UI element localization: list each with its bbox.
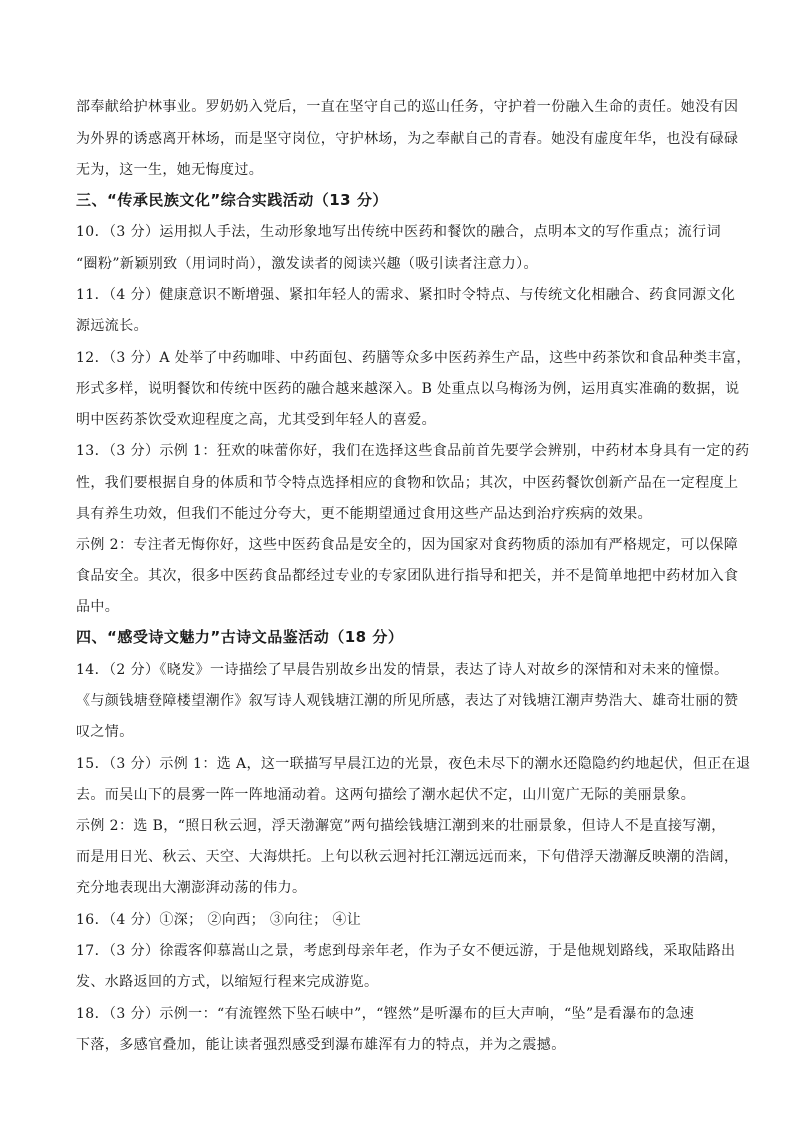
answer-13-line: 13．（3 分）示例 1：狂欢的味蕾你好，我们在选择这些食品前首先要学会辨别，中药材本身具有一定的药 bbox=[76, 443, 750, 459]
answer-13-line: 食品安全。其次，很多中医药食品都经过专业的专家团队进行指导和把关，并不是简单地把中药材加入食 bbox=[76, 568, 739, 584]
answer-10-line: “圈粉”新颖别致（用词时尚），激发读者的阅读兴趣（吸引读者注意力）。 bbox=[76, 256, 538, 272]
answer-11-line: 源远流长。 bbox=[76, 318, 148, 334]
answer-12-line: 形式多样，说明餐饮和传统中医药的融合越来越深入。B 处重点以乌梅汤为例，运用真实准确的数据，说 bbox=[76, 381, 740, 397]
answer-15-line: 充分地表现出大潮澎湃动荡的伟力。 bbox=[76, 880, 307, 896]
section-4-heading: 四、“感受诗文魅力”古诗文品鉴活动（18 分） bbox=[76, 628, 404, 646]
answer-16-line: 16．（4 分）①深； ②向西； ③向往； ④让 bbox=[76, 912, 362, 928]
answer-13-line: 性，我们要根据自身的体质和节令特点选择相应的食物和饮品；其次，中医药餐饮创新产品在一定程度上 bbox=[76, 475, 739, 491]
answer-18-line: 下落，多感官叠加，能让读者强烈感受到瀑布雄浑有力的特点，并为之震撼。 bbox=[76, 1037, 566, 1053]
intro-line: 无为，这一生，她无悔度过。 bbox=[76, 162, 264, 178]
answer-14-line: 14．（2 分）《晓发》一诗描绘了早晨告别故乡出发的情景，表达了诗人对故乡的深情和对未来的憧憬。 bbox=[76, 662, 729, 678]
answer-13-line: 具有养生功效，但我们不能过分夸大，更不能期望通过食用这些产品达到治疗疾病的效果。 bbox=[76, 506, 652, 522]
answer-13-line: 品中。 bbox=[76, 599, 120, 615]
answer-17-line: 发、水路返回的方式，以缩短行程来完成游览。 bbox=[76, 974, 379, 990]
answer-18-line: 18．（3 分）示例一：“有流铿然下坠石峡中”，“铿然”是听瀑布的巨大声响，“坠”是看瀑布的急速 bbox=[76, 1006, 695, 1022]
answer-15-line: 15．（3 分）示例 1：选 A，这一联描写早晨江边的光景，夜色未尽下的潮水还隐隐约约地起伏，但正在退 bbox=[76, 756, 751, 772]
intro-line: 部奉献给护林事业。罗奶奶入党后，一直在坚守自己的巡山任务，守护着一份融入生命的责任。她没有因 bbox=[76, 99, 739, 115]
answer-17-line: 17．（3 分）徐霞客仰慕嵩山之景，考虑到母亲年老，作为子女不便远游，于是他规划路线，采取陆路出 bbox=[76, 943, 736, 959]
intro-line: 为外界的诱惑离开林场，而是坚守岗位，守护林场，为之奉献自己的青春。她没有虚度年华，也没有碌碌 bbox=[76, 131, 739, 147]
answer-13-line: 示例 2：专注者无悔你好，这些中医药食品是安全的，因为国家对食药物质的添加有严格规定，可以保障 bbox=[76, 537, 739, 553]
answer-12-line: 12．（3 分）A 处举了中药咖啡、中药面包、药膳等众多中医药养生产品，这些中药茶饮和食品种类丰富， bbox=[76, 350, 751, 366]
answer-15-line: 去。而吴山下的晨雾一阵一阵地涌动着。这两句描绘了潮水起伏不定，山川宽广无际的美丽景象。 bbox=[76, 787, 696, 803]
answer-14-line: 《与颜钱塘登障楼望潮作》叙写诗人观钱塘江潮的所见所感，表达了对钱塘江潮声势浩大、雄奇壮丽的赞 bbox=[76, 693, 739, 709]
answer-14-line: 叹之情。 bbox=[76, 724, 134, 740]
answer-15-line: 而是用日光、秋云、天空、大海烘托。上句以秋云迥衬托江潮远远而来，下句借浮天渤澥反映潮的浩阔， bbox=[76, 849, 739, 865]
answer-12-line: 明中医药茶饮受欢迎程度之高，尤其受到年轻人的喜爱。 bbox=[76, 412, 436, 428]
answer-10-line: 10．（3 分）运用拟人手法，生动形象地写出传统中医药和餐饮的融合，点明本文的写作重点；流行词 bbox=[76, 224, 721, 240]
answer-15-line: 示例 2：选 B，“照日秋云迥，浮天渤澥宽”两句描绘钱塘江潮到来的壮丽景象，但诗人不是直接写潮， bbox=[76, 818, 726, 834]
section-3-heading: 三、“传承民族文化”综合实践活动（13 分） bbox=[76, 191, 388, 209]
answer-11-line: 11．（4 分）健康意识不断增强、紧扣年轻人的需求、紧扣时令特点、与传统文化相融合、药食同源文化 bbox=[76, 287, 736, 303]
